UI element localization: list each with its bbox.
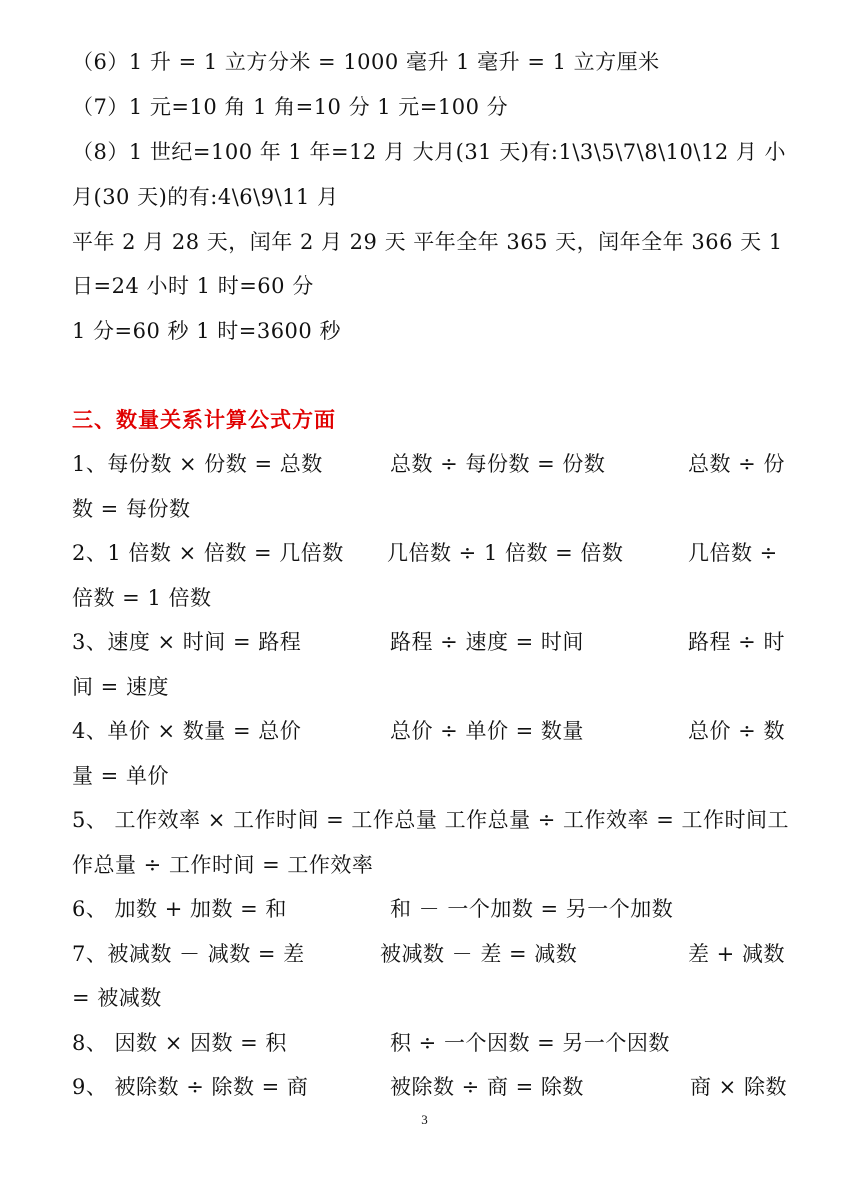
conversion-time: 1 分=60 秒 1 时=3600 秒 xyxy=(72,319,341,343)
section-heading: 三、数量关系计算公式方面 xyxy=(72,407,336,432)
formula-7-cont: = 被减数 xyxy=(72,986,162,1010)
formula-2-b: 几倍数 ÷ 1 倍数 = 倍数 xyxy=(387,541,624,565)
formula-9-b: 被除数 ÷ 商 = 除数 xyxy=(390,1075,584,1099)
formula-7-a: 7、被减数 － 减数 = 差 xyxy=(72,942,305,966)
conversion-year-line1: 平年 2 月 28 天，闰年 2 月 29 天 平年全年 365 天，闰年全年 366 天 1 xyxy=(72,230,783,254)
formula-8-a: 8、 因数 × 因数 = 积 xyxy=(72,1031,287,1055)
formula-1-cont: 数 = 每份数 xyxy=(72,497,191,521)
formula-2-c: 几倍数 ÷ xyxy=(688,541,778,565)
formula-4-b: 总价 ÷ 单价 = 数量 xyxy=(390,719,584,743)
formula-9-a: 9、 被除数 ÷ 除数 = 商 xyxy=(72,1075,309,1099)
formula-6-a: 6、 加数 + 加数 = 和 xyxy=(72,897,287,921)
formula-5-line2: 作总量 ÷ 工作时间 = 工作效率 xyxy=(72,853,374,877)
formula-1-b: 总数 ÷ 每份数 = 份数 xyxy=(390,452,606,476)
formula-2-cont: 倍数 = 1 倍数 xyxy=(72,586,212,610)
page-number: 3 xyxy=(421,1112,428,1127)
conversion-volume: （6）1 升 = 1 立方分米 = 1000 毫升 1 毫升 = 1 立方厘米 xyxy=(72,50,660,74)
formula-8-b: 积 ÷ 一个因数 = 另一个因数 xyxy=(390,1031,670,1055)
formula-3-b: 路程 ÷ 速度 = 时间 xyxy=(390,630,584,654)
formula-2-a: 2、1 倍数 × 倍数 = 几倍数 xyxy=(72,541,344,565)
formula-3-cont: 间 = 速度 xyxy=(72,675,169,699)
formula-4-c: 总价 ÷ 数 xyxy=(688,719,785,743)
conversion-money: （7）1 元=10 角 1 角=10 分 1 元=100 分 xyxy=(72,95,509,119)
formula-6-b: 和 － 一个加数 = 另一个加数 xyxy=(390,897,674,921)
formula-1-a: 1、每份数 × 份数 = 总数 xyxy=(72,452,323,476)
conversion-year-line2: 日=24 小时 1 时=60 分 xyxy=(72,274,314,298)
conversion-century-line2: 月(30 天)的有:4\6\9\11 月 xyxy=(72,185,339,209)
formula-5-line1: 5、 工作效率 × 工作时间 = 工作总量 工作总量 ÷ 工作效率 = 工作时间工 xyxy=(72,808,789,832)
conversion-century-line1: （8）1 世纪=100 年 1 年=12 月 大月(31 天)有:1\3\5\7\8\10\12 月 小 xyxy=(72,140,787,164)
formula-9-c: 商 × 除数 xyxy=(690,1075,787,1099)
formula-7-b: 被减数 － 差 = 减数 xyxy=(380,942,578,966)
formula-4-cont: 量 = 单价 xyxy=(72,764,169,788)
formula-3-c: 路程 ÷ 时 xyxy=(688,630,785,654)
formula-7-c: 差 + 减数 xyxy=(688,942,785,966)
formula-3-a: 3、速度 × 时间 = 路程 xyxy=(72,630,302,654)
formula-1-c: 总数 ÷ 份 xyxy=(688,452,785,476)
formula-4-a: 4、单价 × 数量 = 总价 xyxy=(72,719,302,743)
